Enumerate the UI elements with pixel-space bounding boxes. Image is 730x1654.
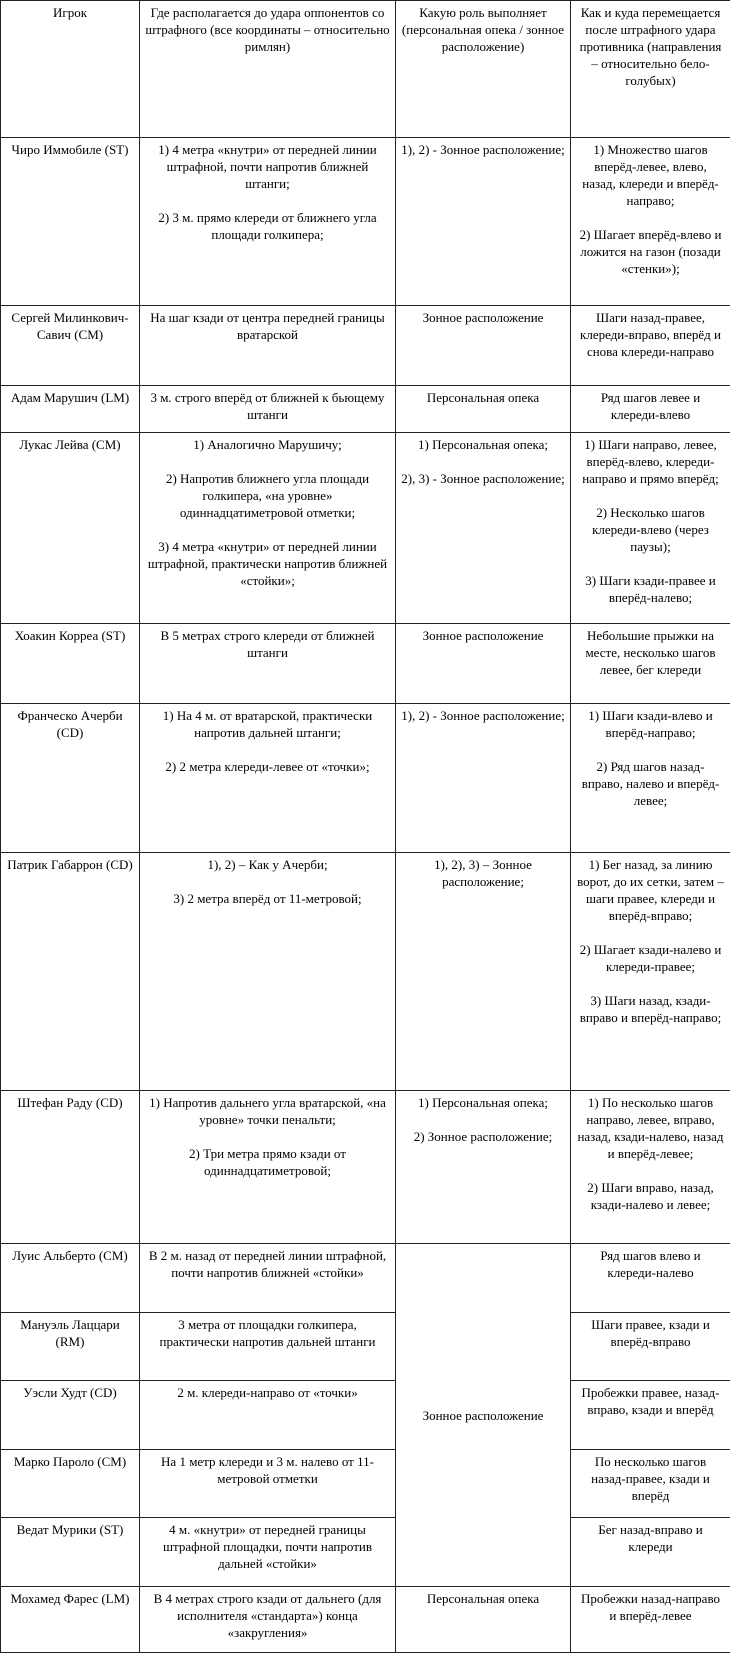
movement-cell: [571, 853, 730, 1091]
role-cell: [396, 624, 571, 704]
movement-cell: [571, 624, 730, 704]
header-position: Где располагается до удара оппонентов со штрафного (все координаты – относительно римлян): [140, 1, 396, 138]
movement-cell-line: 3) Шаги назад, кзади-вправо и вперёд-направо;: [579, 993, 722, 1025]
role-cell-line: 2) Зонное расположение;: [413, 1129, 553, 1144]
role-cell: [396, 386, 571, 433]
movement-cell-line: 2) Шаги вправо, назад, кзади-налево и левее;: [587, 1180, 714, 1212]
table-row: [1, 1450, 730, 1518]
table-row: [1, 386, 730, 433]
movement-cell-line: Ряд шагов влево и клереди-налево: [600, 1248, 701, 1280]
movement-cell-line: 1) По несколько шагов направо, левее, вправо, назад, кзади-налево, назад и вперёд-левее;: [577, 1095, 724, 1161]
movement-cell: [571, 1091, 730, 1244]
player-name: Франческо Ачерби (CD): [1, 704, 140, 853]
movement-cell-line: 2) Шагает кзади-налево и клереди-правее;: [579, 942, 722, 974]
player-name: Луис Альберто (CM): [1, 1244, 140, 1313]
movement-cell: [571, 1518, 730, 1587]
table-row: [1, 704, 730, 853]
player-name: Мохамед Фарес (LM): [1, 1587, 140, 1653]
position-cell-line: На шаг кзади от центра передней границы вратарской: [150, 310, 385, 342]
position-cell: [140, 853, 396, 1091]
movement-cell-line: 2) Шагает вперёд-влево и ложится на газон (позади «стенки»);: [579, 227, 722, 276]
movement-cell-line: 1) Шаги кзади-влево и вперёд-направо;: [588, 708, 713, 740]
header-role: Какую роль выполняет (персональная опека / зонное расположение): [396, 1, 571, 138]
position-cell-line: 2 м. клереди-направо от «точки»: [177, 1385, 358, 1400]
movement-cell: [571, 1244, 730, 1313]
position-cell-line: 4 м. «кнутри» от передней границы штрафной площадки, почти напротив дальней «стойки»: [163, 1522, 372, 1571]
role-cell: [396, 853, 571, 1091]
role-cell-merged: Зонное расположение: [396, 1244, 571, 1587]
position-cell-line: На 1 метр клереди и 3 м. налево от 11-метровой отметки: [161, 1454, 374, 1486]
role-cell-line: 1), 2) - Зонное расположение;: [401, 708, 565, 723]
player-name: Сергей Милинкович-Савич (CM): [1, 306, 140, 386]
position-cell-line: 2) 2 метра клереди-левее от «точки»;: [165, 759, 370, 774]
movement-cell-line: 1) Шаги направо, левее, вперёд-влево, клереди-направо и прямо вперёд;: [582, 437, 719, 486]
role-cell-line: Зонное расположение: [422, 310, 544, 325]
position-cell: [140, 386, 396, 433]
movement-cell-line: 1) Бег назад, за линию ворот, до их сетки, затем – шаги правее, клереди и вперёд-вправо;: [577, 857, 724, 923]
role-cell-line: Персональная опека: [426, 390, 540, 405]
position-cell: [140, 1091, 396, 1244]
player-name: Лукас Лейва (CM): [1, 433, 140, 624]
position-cell-line: В 5 метрах строго клереди от ближней штанги: [160, 628, 375, 660]
player-name: Чиро Иммобиле (ST): [1, 138, 140, 306]
position-cell-line: В 2 м. назад от передней линии штрафной, почти напротив ближней «стойки»: [148, 1248, 387, 1280]
position-cell: [140, 624, 396, 704]
player-name: Штефан Раду (CD): [1, 1091, 140, 1244]
position-cell-line: 3) 4 метра «кнутри» от передней линии штрафной, практически напротив ближней «стойки»;: [147, 539, 388, 588]
table-row: [1, 1244, 730, 1313]
table-row: [1, 1518, 730, 1587]
position-cell-line: 1) Аналогично Марушичу;: [193, 437, 342, 452]
movement-cell: [571, 1450, 730, 1518]
position-cell: [140, 1381, 396, 1450]
position-cell: [140, 433, 396, 624]
table-row: [1, 138, 730, 306]
role-cell-line: Персональная опека: [426, 1591, 540, 1606]
movement-cell-line: Шаги правее, кзади и вперёд-вправо: [591, 1317, 710, 1349]
movement-cell-line: Небольшие прыжки на месте, несколько шагов левее, бег клереди: [585, 628, 716, 677]
movement-cell: [571, 386, 730, 433]
position-cell: [140, 306, 396, 386]
player-name: Ведат Мурики (ST): [1, 1518, 140, 1587]
position-cell-line: 3 м. строго вперёд от ближней к бьющему штанги: [150, 390, 385, 422]
movement-cell-line: 2) Ряд шагов назад-вправо, налево и вперёд-левее;: [581, 759, 720, 808]
position-cell: [140, 704, 396, 853]
header-player: Игрок: [1, 1, 140, 138]
movement-cell-line: Пробежки назад-направо и вперёд-левее: [580, 1591, 720, 1623]
table-row: [1, 1091, 730, 1244]
table-row: [1, 1381, 730, 1450]
position-cell-line: 1) Напротив дальнего угла вратарской, «на уровне» точки пенальти;: [149, 1095, 386, 1127]
position-cell-line: 1) На 4 м. от вратарской, практически напротив дальней штанги;: [162, 708, 373, 740]
role-cell: [396, 138, 571, 306]
position-cell: [140, 1313, 396, 1381]
position-cell-line: 1), 2) – Как у Ачерби;: [207, 857, 328, 872]
position-cell-line: 1) 4 метра «кнутри» от передней линии штрафной, почти напротив ближней штанги;: [158, 142, 377, 191]
position-cell-line: 3 метра от площадки голкипера, практически напротив дальней штанги: [159, 1317, 376, 1349]
movement-cell-line: Ряд шагов левее и клереди-влево: [600, 390, 701, 422]
role-cell-line: 1), 2), 3) – Зонное расположение;: [434, 857, 532, 889]
player-name: Мануэль Лаццари (RM): [1, 1313, 140, 1381]
role-cell-line: Зонное расположение: [422, 628, 544, 643]
role-cell: [396, 1091, 571, 1244]
table-row: [1, 433, 730, 624]
movement-cell-line: Шаги назад-правее, клереди-вправо, вперёд и снова клереди-направо: [580, 310, 721, 359]
movement-cell-line: По несколько шагов назад-правее, кзади и вперёд: [591, 1454, 710, 1503]
role-cell: [396, 306, 571, 386]
position-cell-line: 2) 3 м. прямо клереди от ближнего угла площади голкипера;: [158, 210, 377, 242]
role-cell-line: 1) Персональная опека;: [418, 437, 548, 452]
position-cell-line: 2) Напротив ближнего угла площади голкипера, «на уровне» одиннадцатиметровой отметки;: [165, 471, 370, 520]
table-row: [1, 306, 730, 386]
movement-cell: [571, 1381, 730, 1450]
movement-cell: [571, 306, 730, 386]
position-cell: [140, 1518, 396, 1587]
player-name: Адам Марушич (LM): [1, 386, 140, 433]
position-cell: [140, 1587, 396, 1653]
movement-cell-line: 2) Несколько шагов клереди-влево (через паузы);: [592, 505, 709, 554]
role-cell: [396, 1587, 571, 1653]
position-cell: [140, 1244, 396, 1313]
movement-cell-line: Бег назад-вправо и клереди: [598, 1522, 703, 1554]
movement-cell: [571, 1313, 730, 1381]
position-cell-line: В 4 метрах строго кзади от дальнего (для исполнителя «стандарта») конца «закругления»: [153, 1591, 382, 1640]
player-name: Хоакин Корреа (ST): [1, 624, 140, 704]
role-cell-line: 1) Персональная опека;: [418, 1095, 548, 1110]
header-row: [1, 1, 730, 138]
player-name: Уэсли Худт (CD): [1, 1381, 140, 1450]
table-row: [1, 624, 730, 704]
position-cell-line: 2) Три метра прямо кзади от одиннадцатиметровой;: [189, 1146, 346, 1178]
header-movement: Как и куда перемещается после штрафного удара противника (направления – относительно бело-голубых): [571, 1, 730, 138]
position-cell: [140, 1450, 396, 1518]
role-cell-line: 2), 3) - Зонное расположение;: [401, 471, 565, 486]
movement-cell: [571, 1587, 730, 1653]
movement-cell: [571, 704, 730, 853]
movement-cell-line: 1) Множество шагов вперёд-левее, влево, назад, клереди и вперёд-направо;: [582, 142, 719, 208]
movement-cell-line: 3) Шаги кзади-правее и вперёд-налево;: [585, 573, 716, 605]
table-row: [1, 1587, 730, 1653]
table-row: [1, 853, 730, 1091]
movement-cell: [571, 433, 730, 624]
player-name: Патрик Габаррон (CD): [1, 853, 140, 1091]
position-cell-line: 3) 2 метра вперёд от 11-метровой;: [173, 891, 362, 906]
position-cell: [140, 138, 396, 306]
movement-cell-line: Пробежки правее, назад-вправо, кзади и вперёд: [581, 1385, 720, 1417]
role-cell: [396, 433, 571, 624]
role-cell-line: 1), 2) - Зонное расположение;: [401, 142, 565, 157]
movement-cell: [571, 138, 730, 306]
player-name: Марко Пароло (CM): [1, 1450, 140, 1518]
table-row: [1, 1313, 730, 1381]
role-cell: [396, 704, 571, 853]
